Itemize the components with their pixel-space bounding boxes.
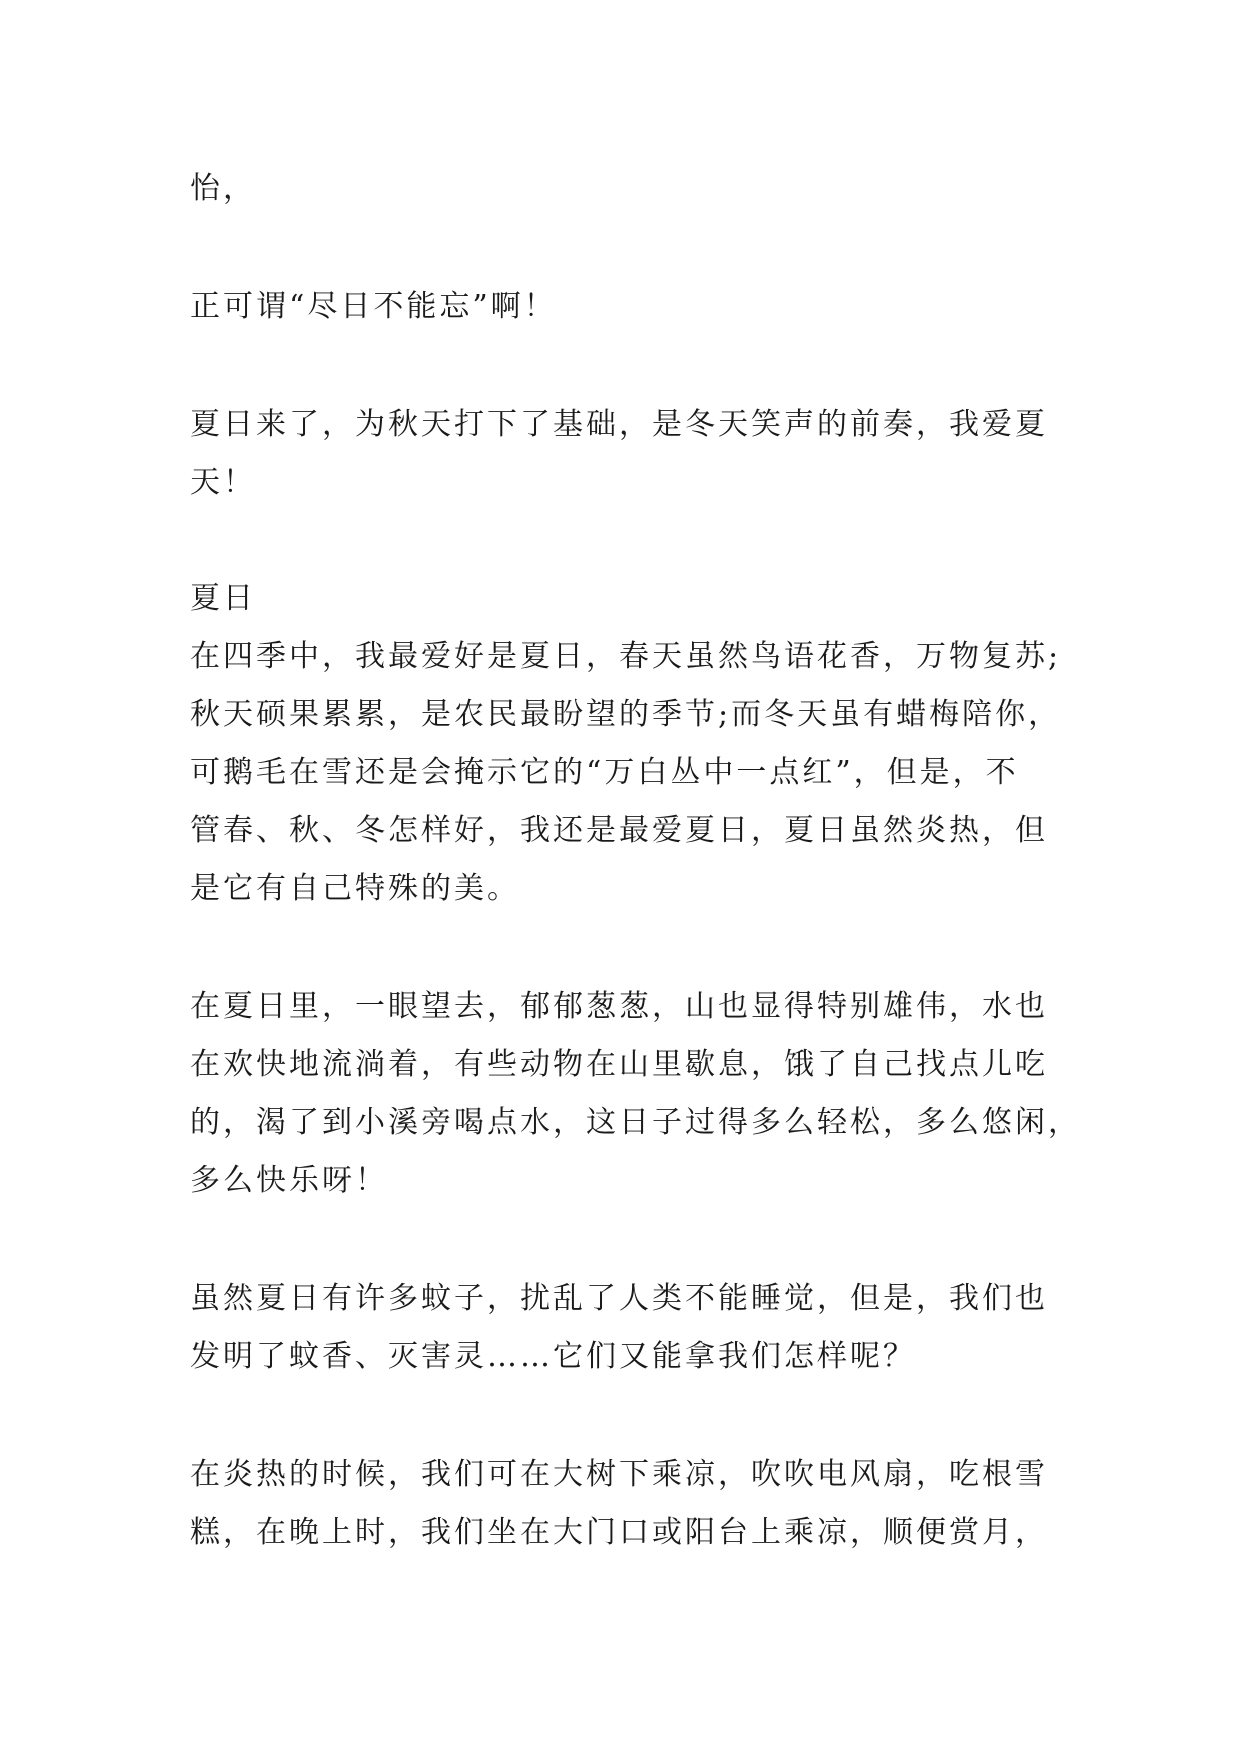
text-line: 发明了蚊香、灭害灵……它们又能拿我们怎样呢？ xyxy=(190,1339,916,1374)
text-line: 在夏日里，一眼望去，郁郁葱葱，山也显得特别雄伟，水也 xyxy=(190,989,1048,1024)
text-line: 正可谓“尽日不能忘”啊！ xyxy=(190,289,557,324)
text-line: 是它有自己特殊的美。 xyxy=(190,871,520,906)
text-line: 秋天硕果累累，是农民最盼望的季节;而冬天虽有蜡梅陪你， xyxy=(190,697,1062,732)
text-line: 在欢快地流淌着，有些动物在山里歇息，饿了自己找点儿吃 xyxy=(190,1047,1048,1082)
paragraph-gap xyxy=(190,1386,1070,1446)
text-line: 的，渴了到小溪旁喝点水，这日子过得多么轻松，多么悠闲， xyxy=(190,1105,1081,1140)
text-line: 多么快乐呀！ xyxy=(190,1163,388,1198)
text-line: 怡， xyxy=(190,171,256,206)
text-line: 糕，在晚上时，我们坐在大门口或阳台上乘凉，顺便赏月， xyxy=(190,1515,1048,1550)
paragraph-gap xyxy=(190,218,1070,278)
text-line: 夏日来了，为秋天打下了基础，是冬天笑声的前奏，我爱夏 xyxy=(190,407,1048,442)
text-line: 虽然夏日有许多蚊子，扰乱了人类不能睡觉，但是，我们也 xyxy=(190,1281,1048,1316)
section-heading: 夏日 xyxy=(190,581,256,616)
text-line: 天！ xyxy=(190,465,256,500)
text-line: 管春、秋、冬怎样好，我还是最爱夏日，夏日虽然炎热，但 xyxy=(190,813,1048,848)
document-body xyxy=(190,160,1081,1562)
paragraph-gap xyxy=(190,336,1070,396)
paragraph-gap xyxy=(190,918,1070,978)
paragraph-gap xyxy=(190,1210,1070,1270)
text-line: 在四季中，我最爱好是夏日，春天虽然鸟语花香，万物复苏; xyxy=(190,639,1062,674)
text-line: 可鹅毛在雪还是会掩示它的“万白丛中一点红”，但是，不 xyxy=(190,755,1019,790)
paragraph-gap xyxy=(190,512,1070,570)
text-line: 在炎热的时候，我们可在大树下乘凉，吹吹电风扇，吃根雪 xyxy=(190,1457,1048,1492)
